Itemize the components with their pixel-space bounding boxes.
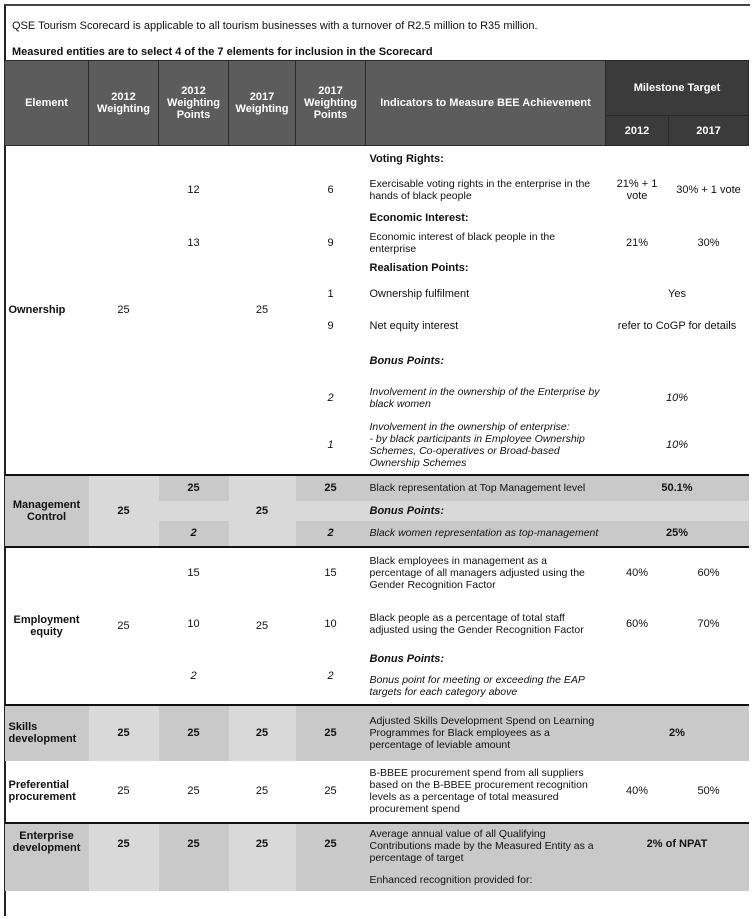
weighting-points-2017: 25	[296, 475, 366, 501]
skills-2017-weighting-points: 25	[296, 705, 366, 761]
indicator-text: Involvement in the ownership of enterprise: - by black participants in Employee Ownership Schemes, Co-operatives or Broad-based Ownership Schemes	[369, 420, 585, 469]
management-2012-weighting: 25	[89, 475, 159, 547]
table-row	[5, 547, 749, 599]
weighting-points-2012: 2	[159, 521, 229, 547]
weighting-points-2012: 13	[187, 236, 200, 249]
employment-element: Employment equity	[5, 547, 89, 705]
ownership-economic-label: Economic Interest:	[369, 211, 469, 224]
indicator-text: Average annual value of all Qualifying Contributions made by the Measured Entity as a percentage of target	[366, 823, 606, 869]
indicator-text: Ownership fulfilment	[369, 287, 470, 300]
indicator-text: Net equity interest	[369, 319, 459, 332]
table-row	[5, 475, 749, 501]
weighting-points-2017: 1	[327, 287, 334, 300]
target-2012: 40%	[606, 547, 669, 599]
skills-2012-weighting: 25	[89, 705, 159, 761]
target-2017: 50%	[697, 785, 720, 797]
procurement-2017-weighting: 25	[255, 785, 269, 797]
indicator-text: B-BBEE procurement spend from all suppliers based on the B-BBEE procurement recognition levels as a percentage of total measured procurement spend	[369, 767, 588, 815]
header-2012-weighting: 2012 Weighting	[89, 61, 159, 146]
weighting-points-2017: 2	[327, 391, 334, 404]
indicator-text: Black representation at Top Management level	[366, 475, 606, 501]
weighting-points-2012: 12	[187, 183, 200, 196]
weighting-points-2017: 6	[327, 183, 334, 196]
indicator-text: Involvement in the ownership of the Enterprise by black women	[369, 385, 600, 410]
ownership-element: Ownership	[8, 303, 66, 316]
indicator-text: Black employees in management as a percentage of all managers adjusted using the Gender Recognition Factor	[366, 547, 606, 599]
skills-element: Skills development	[5, 705, 89, 761]
indicator-text: Black women representation as top-management	[366, 521, 606, 547]
target: 10%	[665, 391, 689, 404]
indicator-text: Adjusted Skills Development Spend on Learning Programmes for Black employees as a percentage of leviable amount	[366, 705, 606, 761]
skills-2012-weighting-points: 25	[159, 705, 229, 761]
procurement-2012-weighting: 25	[117, 785, 130, 797]
weighting-points-2017: 2	[327, 670, 334, 682]
target: 25%	[606, 521, 749, 547]
weighting-points-2012: 10	[187, 617, 200, 630]
procurement-2012-weighting-points: 25	[187, 785, 200, 797]
enterprise-element: Enterprise development	[5, 823, 89, 891]
target-2017: 30%	[697, 236, 720, 249]
procurement-element: Preferential procurement	[8, 779, 76, 803]
header-element: Element	[5, 61, 89, 146]
weighting-points-2017: 1	[327, 438, 334, 451]
indicator-text: Exercisable voting rights in the enterprise in the hands of black people	[369, 177, 591, 202]
indicator-text: Enhanced recognition provided for:	[366, 869, 606, 891]
procurement-2017-weighting-points: 25	[324, 785, 337, 797]
weighting-points-2012: 2	[190, 670, 197, 682]
table-row	[5, 705, 749, 761]
target-2012: 40%	[625, 785, 649, 797]
weighting-points-2017: 15	[296, 547, 366, 599]
weighting-points-2012: 15	[159, 547, 229, 599]
enterprise-2017-weighting: 25	[229, 823, 296, 891]
target: Yes	[668, 287, 686, 300]
table-row	[5, 823, 749, 869]
target-2012: 60%	[625, 617, 649, 630]
management-bonus-label: Bonus Points:	[366, 501, 606, 521]
header-2017-weighting: 2017 Weighting	[229, 61, 296, 146]
target-2017: 30% + 1 vote	[676, 183, 741, 196]
target: 10%	[665, 438, 689, 451]
weighting-points-2017: 2	[296, 521, 366, 547]
intro-text: QSE Tourism Scorecard is applicable to all tourism businesses with a turnover of R2.5 million to R35 million.	[12, 20, 538, 32]
ownership-bonus-label: Bonus Points:	[369, 354, 445, 367]
header-2012-weighting-points: 2012 Weighting Points	[159, 61, 229, 146]
target-2012: 21% + 1 vote	[616, 177, 658, 202]
target: 2% of NPAT	[606, 823, 749, 891]
ownership-realisation-label: Realisation Points:	[369, 261, 469, 274]
header-milestone-target: Milestone Target	[606, 61, 749, 116]
target: refer to CoGP for details	[617, 319, 737, 332]
header-2017-weighting-points: 2017 Weighting Points	[296, 61, 366, 146]
weighting-points-2017: 10	[324, 617, 337, 630]
enterprise-2017-weighting-points: 25	[296, 823, 366, 891]
indicator-text: Black people as a percentage of total staff adjusted using the Gender Recognition Factor	[369, 611, 584, 636]
target-2017: 60%	[669, 547, 749, 599]
ownership-2012-weighting: 25	[117, 303, 130, 316]
employment-2012-weighting: 25	[89, 547, 159, 705]
target-2012: 21%	[625, 236, 649, 249]
enterprise-2012-weighting: 25	[89, 823, 159, 891]
employment-bonus-label: Bonus Points:	[369, 652, 445, 665]
header-milestone-2012: 2012	[606, 116, 669, 146]
weighting-points-2012: 25	[159, 475, 229, 501]
ownership-voting-label: Voting Rights:	[369, 152, 444, 165]
indicator-text: Economic interest of black people in the enterprise	[369, 230, 556, 255]
target: 2%	[606, 705, 749, 761]
header-milestone-2017: 2017	[669, 116, 749, 146]
ownership-2017-weighting: 25	[255, 303, 269, 316]
weighting-points-2017: 9	[327, 319, 334, 332]
weighting-points-2017: 9	[327, 236, 334, 249]
management-element: Management Control	[5, 475, 89, 547]
ownership-voting-label-row	[5, 146, 749, 172]
header-indicators: Indicators to Measure BEE Achievement	[366, 61, 606, 146]
indicator-text: Bonus point for meeting or exceeding the EAP targets for each category above	[369, 674, 585, 698]
scorecard-table	[4, 60, 749, 891]
subtitle-text: Measured entities are to select 4 of the 7 elements for inclusion in the Scorecard	[12, 46, 433, 58]
target-2017: 70%	[697, 617, 720, 630]
management-2017-weighting: 25	[229, 475, 296, 547]
employment-2017-weighting: 25	[229, 547, 296, 705]
enterprise-2012-weighting-points: 25	[159, 823, 229, 891]
skills-2017-weighting: 25	[229, 705, 296, 761]
target: 50.1%	[606, 475, 749, 501]
table-row	[5, 761, 749, 823]
